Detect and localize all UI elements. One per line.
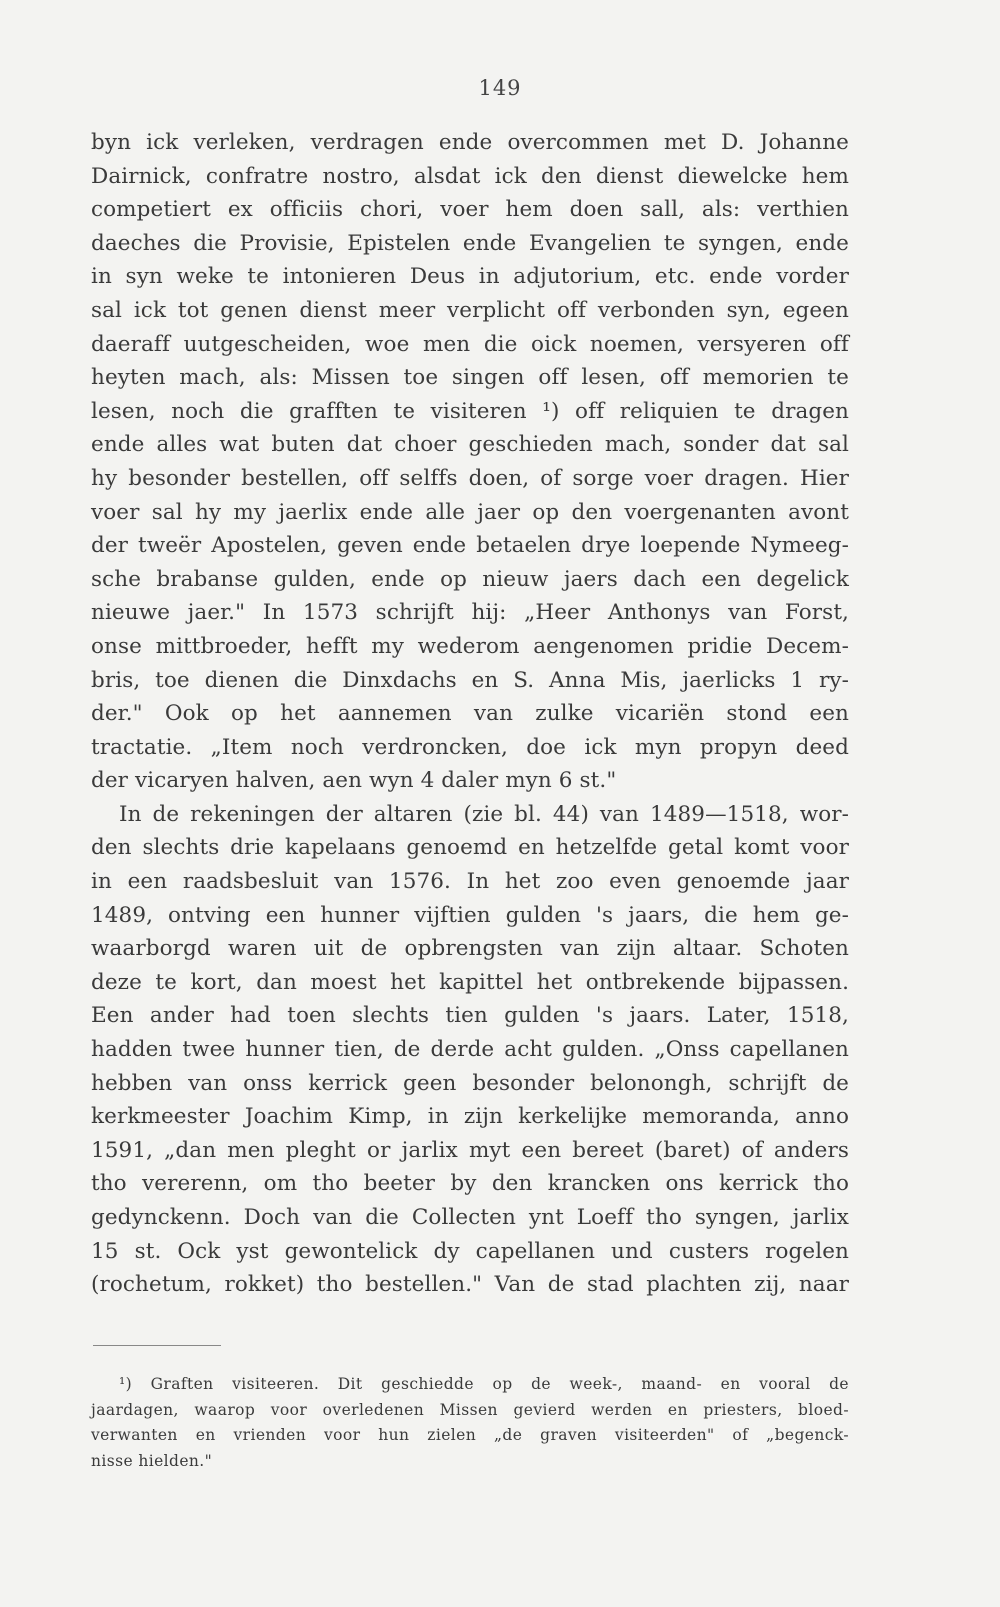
text-line: 15 st. Ock yst gewontelick dy capellanen und custers rogelen [91,1238,849,1264]
footnote-line: ¹) Graften visiteeren. Dit geschiedde op de week-, maand- en vooral de [119,1375,849,1393]
text-line: (rochetum, rokket) tho bestellen." Van de stad plachten zij, naar [91,1272,849,1298]
text-line: sche brabanse gulden, ende op nieuw jaers dach een degelick [91,566,849,592]
footnote-divider [93,1345,221,1346]
text-line: sal ick tot genen dienst meer verplicht off verbonden syn, egeen [91,297,849,323]
text-line: lesen, noch die grafften te visiteren ¹) off reliquien te dragen [91,398,849,424]
footnote-line: jaardagen, waarop voor overledenen Missen gevierd werden en priesters, bloed- [91,1400,849,1419]
text-line: deze te kort, dan moest het kapittel het ontbrekende bijpassen. [91,969,849,995]
text-line: waarborgd waren uit de opbrengsten van zijn altaar. Schoten [91,936,849,962]
text-line: der tweër Apostelen, geven ende betaelen drye loepende Nymeeg- [91,533,849,559]
body-text [91,126,849,1302]
text-line: in syn weke te intonieren Deus in adjutorium, etc. ende vorder [91,264,849,290]
text-line: 1591, „dan men pleght or jarlix myt een bereet (baret) of anders [91,1137,849,1163]
text-line: byn ick verleken, verdragen ende overcommen met D. Johanne [91,130,849,155]
text-line: kerkmeester Joachim Kimp, in zijn kerkelijke memoranda, anno [91,1104,849,1130]
text-line: in een raadsbesluit van 1576. In het zoo even genoemde jaar [91,869,849,895]
text-line: In de rekeningen der altaren (zie bl. 44) van 1489—1518, wor- [119,801,849,827]
footnote-line: verwanten en vrienden voor hun zielen „de graven visiteerden" of „begenck- [91,1426,849,1444]
page-number: 149 [478,76,522,100]
text-line: daeraff uutgescheiden, woe men die oick noemen, versyeren off [91,331,849,357]
text-line: den slechts drie kapelaans genoemd en hetzelfde getal komt voor [91,835,849,861]
text-line: der vicaryen halven, aen wyn 4 daler myn 6 st." [91,768,617,794]
text-line: Dairnick, confratre nostro, alsdat ick den dienst diewelcke hem [91,163,849,189]
text-line: competiert ex officiis chori, voer hem doen sall, als: verthien [91,197,849,223]
text-line: 1489, ontving een hunner vijftien gulden 's jaars, die hem ge- [91,902,849,928]
text-line: bris, toe dienen die Dinxdachs en S. Anna Mis, jaerlicks 1 ry- [91,667,849,693]
text-line: daeches die Provisie, Epistelen ende Evangelien te syngen, ende [91,230,849,256]
footnotes [91,1372,849,1474]
text-line: hebben van onss kerrick geen besonder belonongh, schrijft de [91,1070,849,1096]
text-line: tho vererenn, om tho beeter by den krancken ons kerrick tho [91,1171,849,1197]
text-line: hy besonder bestellen, off selffs doen, of sorge voer dragen. Hier [91,465,849,491]
text-line: ende alles wat buten dat choer geschieden mach, sonder dat sal [91,432,849,458]
text-line: heyten mach, als: Missen toe singen off lesen, off memorien te [91,365,849,391]
text-line: onse mittbroeder, hefft my wederom aengenomen pridie Decem- [91,633,849,659]
text-line: tractatie. „Item noch verdroncken, doe ick myn propyn deed [91,734,849,760]
text-line: gedynckenn. Doch van die Collecten ynt Loeff tho syngen, jarlix [91,1205,849,1230]
text-line: voer sal hy my jaerlix ende alle jaer op den voergenanten avont [91,499,849,525]
text-line: der." Ook op het aannemen van zulke vicariën stond een [91,701,849,727]
text-line: Een ander had toen slechts tien gulden 's jaars. Later, 1518, [91,1003,849,1029]
text-line: hadden twee hunner tien, de derde acht gulden. „Onss capellanen [91,1037,849,1063]
text-line: nieuwe jaer." In 1573 schrijft hij: „Heer Anthonys van Forst, [91,600,849,626]
footnote-line: nisse hielden." [91,1451,213,1470]
